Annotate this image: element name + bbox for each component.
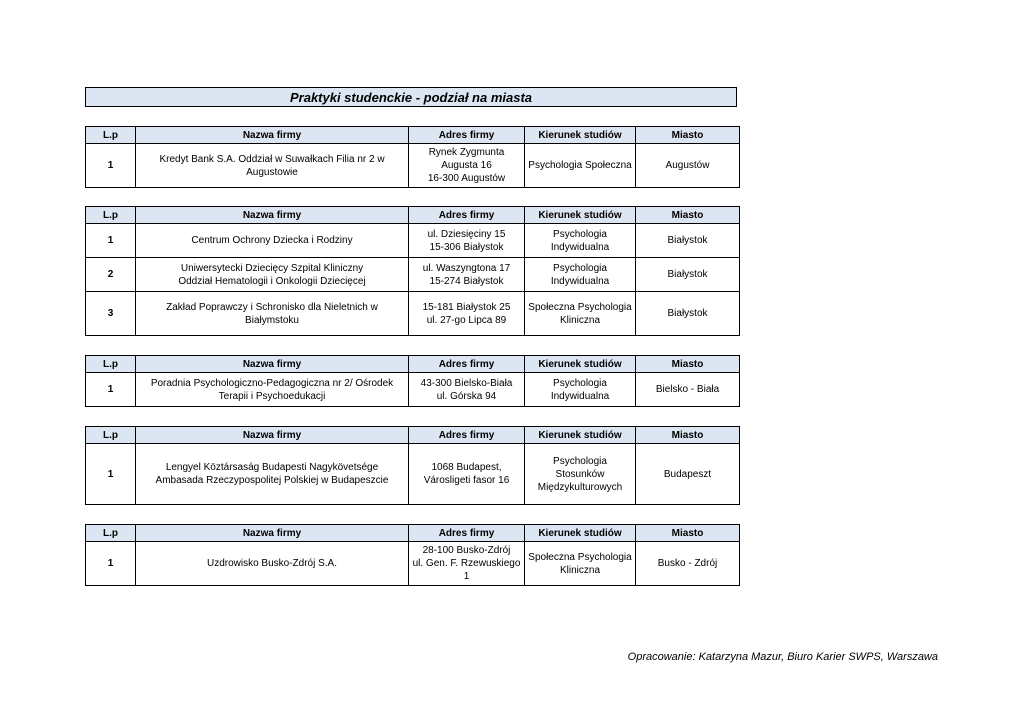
header-city: Miasto	[636, 127, 740, 144]
internship-table-bielsko-biala	[85, 355, 740, 407]
table-row	[86, 224, 740, 258]
internship-table-augustow	[85, 126, 740, 188]
cell-field-of-study: Społeczna Psychologia Kliniczna	[525, 542, 636, 586]
cell-city: Budapeszt	[636, 444, 740, 505]
header-lp: L.p	[86, 207, 136, 224]
header-company-name: Nazwa firmy	[136, 427, 409, 444]
page-title: Praktyki studenckie - podział na miasta	[85, 87, 737, 107]
cell-city: Białystok	[636, 258, 740, 292]
cell-city: Białystok	[636, 224, 740, 258]
cell-city: Augustów	[636, 144, 740, 188]
header-lp: L.p	[86, 356, 136, 373]
cell-company-address: ul. Waszyngtona 17 15-274 Białystok	[409, 258, 525, 292]
table-header-row	[86, 356, 740, 373]
cell-company-name: Lengyel Köztársaság Budapesti Nagykövetsége Ambasada Rzeczypospolitej Polskiej w Budapeszcie	[136, 444, 409, 505]
cell-company-address: 15-181 Białystok 25 ul. 27-go Lipca 89	[409, 292, 525, 336]
cell-company-address: Rynek Zygmunta Augusta 16 16-300 Augustów	[409, 144, 525, 188]
cell-field-of-study: Psychologia Indywidualna	[525, 373, 636, 407]
internship-table-bialystok	[85, 206, 740, 336]
cell-company-name: Uniwersytecki Dziecięcy Szpital Kliniczny Oddział Hematologii i Onkologii Dziecięcej	[136, 258, 409, 292]
header-field-of-study: Kierunek studiów	[525, 427, 636, 444]
cell-company-name: Kredyt Bank S.A. Oddział w Suwałkach Filia nr 2 w Augustowie	[136, 144, 409, 188]
header-field-of-study: Kierunek studiów	[525, 207, 636, 224]
header-city: Miasto	[636, 207, 740, 224]
internship-table-budapeszt	[85, 426, 740, 505]
header-field-of-study: Kierunek studiów	[525, 525, 636, 542]
table-header-row	[86, 525, 740, 542]
header-company-address: Adres firmy	[409, 356, 525, 373]
header-company-address: Adres firmy	[409, 427, 525, 444]
table-row	[86, 542, 740, 586]
cell-company-address: 43-300 Bielsko-Biała ul. Górska 94	[409, 373, 525, 407]
header-company-name: Nazwa firmy	[136, 207, 409, 224]
cell-lp: 1	[86, 224, 136, 258]
header-lp: L.p	[86, 427, 136, 444]
cell-lp: 1	[86, 144, 136, 188]
cell-company-address: 28-100 Busko-Zdrój ul. Gen. F. Rzewuskiego 1	[409, 542, 525, 586]
header-company-name: Nazwa firmy	[136, 127, 409, 144]
cell-lp: 1	[86, 373, 136, 407]
header-company-address: Adres firmy	[409, 207, 525, 224]
cell-lp: 3	[86, 292, 136, 336]
table-row	[86, 144, 740, 188]
header-city: Miasto	[636, 525, 740, 542]
author-credit: Opracowanie: Katarzyna Mazur, Biuro Karier SWPS, Warszawa	[627, 651, 938, 663]
table-header-row	[86, 427, 740, 444]
cell-company-name: Zakład Poprawczy i Schronisko dla Nieletnich w Białymstoku	[136, 292, 409, 336]
cell-city: Busko - Zdrój	[636, 542, 740, 586]
cell-field-of-study: Psychologia Stosunków Międzykulturowych	[525, 444, 636, 505]
header-city: Miasto	[636, 427, 740, 444]
cell-field-of-study: Psychologia Indywidualna	[525, 224, 636, 258]
cell-lp: 1	[86, 542, 136, 586]
cell-company-name: Uzdrowisko Busko-Zdrój S.A.	[136, 542, 409, 586]
table-row	[86, 258, 740, 292]
header-lp: L.p	[86, 127, 136, 144]
cell-company-name: Poradnia Psychologiczno-Pedagogiczna nr 2/ Ośrodek Terapii i Psychoedukacji	[136, 373, 409, 407]
cell-field-of-study: Psychologia Społeczna	[525, 144, 636, 188]
table-header-row	[86, 207, 740, 224]
header-field-of-study: Kierunek studiów	[525, 356, 636, 373]
internship-table-busko-zdroj	[85, 524, 740, 586]
cell-lp: 1	[86, 444, 136, 505]
cell-company-address: 1068 Budapest, Városligeti fasor 16	[409, 444, 525, 505]
header-company-name: Nazwa firmy	[136, 525, 409, 542]
cell-city: Bielsko - Biała	[636, 373, 740, 407]
cell-lp: 2	[86, 258, 136, 292]
header-company-address: Adres firmy	[409, 525, 525, 542]
header-field-of-study: Kierunek studiów	[525, 127, 636, 144]
cell-company-address: ul. Dziesięciny 15 15-306 Białystok	[409, 224, 525, 258]
cell-city: Białystok	[636, 292, 740, 336]
header-company-address: Adres firmy	[409, 127, 525, 144]
header-city: Miasto	[636, 356, 740, 373]
cell-company-name: Centrum Ochrony Dziecka i Rodziny	[136, 224, 409, 258]
table-row	[86, 444, 740, 505]
cell-field-of-study: Psychologia Indywidualna	[525, 258, 636, 292]
cell-field-of-study: Społeczna Psychologia Kliniczna	[525, 292, 636, 336]
table-row	[86, 292, 740, 336]
table-row	[86, 373, 740, 407]
header-lp: L.p	[86, 525, 136, 542]
table-header-row	[86, 127, 740, 144]
header-company-name: Nazwa firmy	[136, 356, 409, 373]
